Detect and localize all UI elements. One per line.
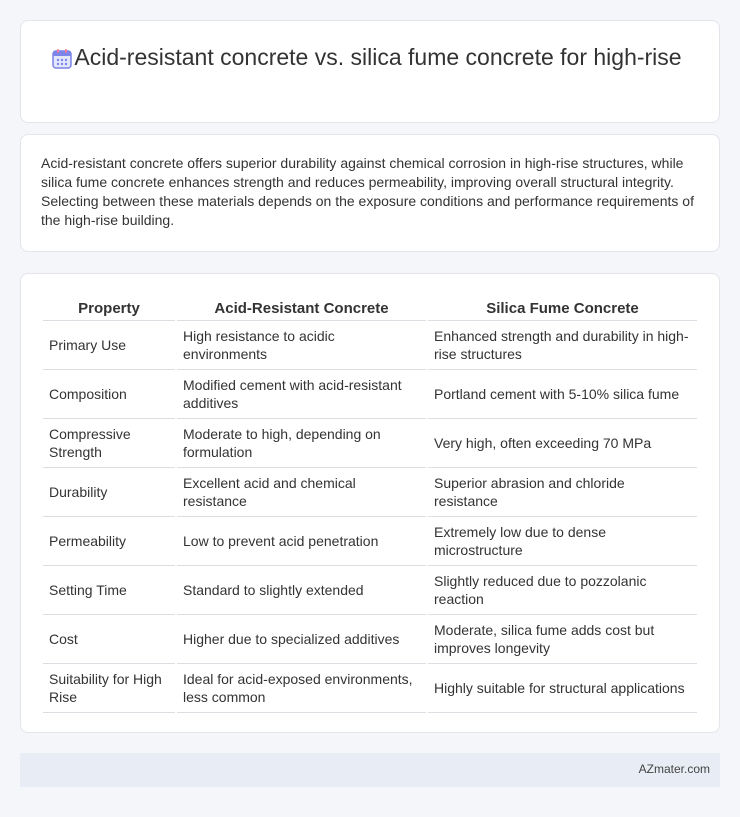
property-cell: Primary Use	[43, 321, 175, 370]
column-header-acid-resistant: Acid-Resistant Concrete	[177, 294, 426, 321]
acid-resistant-cell: Higher due to specialized additives	[177, 615, 426, 664]
silica-fume-cell: Very high, often exceeding 70 MPa	[428, 419, 697, 468]
footer-bar	[20, 753, 720, 787]
acid-resistant-cell: Low to prevent acid penetration	[177, 517, 426, 566]
property-cell: Durability	[43, 468, 175, 517]
title-row	[21, 43, 719, 72]
property-cell: Compressive Strength	[43, 419, 175, 468]
table-row	[43, 664, 697, 713]
footer-site-link[interactable]: AZmater.com	[638, 762, 710, 776]
table-row	[43, 419, 697, 468]
intro-card	[20, 134, 720, 252]
property-cell: Suitability for High Rise	[43, 664, 175, 713]
acid-resistant-cell: Moderate to high, depending on formulation	[177, 419, 426, 468]
silica-fume-cell: Slightly reduced due to pozzolanic reaction	[428, 566, 697, 615]
property-cell: Permeability	[43, 517, 175, 566]
property-cell: Setting Time	[43, 566, 175, 615]
acid-resistant-cell: Modified cement with acid-resistant additives	[177, 370, 426, 419]
silica-fume-cell: Highly suitable for structural applications	[428, 664, 697, 713]
calendar-icon	[51, 48, 73, 70]
comparison-card	[20, 273, 720, 733]
property-cell: Composition	[43, 370, 175, 419]
comparison-table	[41, 294, 699, 713]
column-header-property: Property	[43, 294, 175, 321]
intro-paragraph: Acid-resistant concrete offers superior durability against chemical corrosion in high-rise structures, while silica fume concrete enhances strength and reduces permeability, improving overall structural integrity. Selecting between these materials depends on the exposure conditions and performance requirements of the high-rise building.	[41, 155, 694, 228]
silica-fume-cell: Portland cement with 5-10% silica fume	[428, 370, 697, 419]
table-header-row	[43, 294, 697, 321]
acid-resistant-cell: Standard to slightly extended	[177, 566, 426, 615]
table-row	[43, 615, 697, 664]
table-row	[43, 517, 697, 566]
table-row	[43, 321, 697, 370]
table-row	[43, 370, 697, 419]
acid-resistant-cell: Excellent acid and chemical resistance	[177, 468, 426, 517]
table-row	[43, 566, 697, 615]
silica-fume-cell: Enhanced strength and durability in high-rise structures	[428, 321, 697, 370]
acid-resistant-cell: High resistance to acidic environments	[177, 321, 426, 370]
column-header-silica-fume: Silica Fume Concrete	[428, 294, 697, 321]
title-card	[20, 20, 720, 123]
silica-fume-cell: Moderate, silica fume adds cost but improves longevity	[428, 615, 697, 664]
silica-fume-cell: Superior abrasion and chloride resistance	[428, 468, 697, 517]
property-cell: Cost	[43, 615, 175, 664]
acid-resistant-cell: Ideal for acid-exposed environments, less common	[177, 664, 426, 713]
page-title: Acid-resistant concrete vs. silica fume concrete for high-rise	[74, 44, 682, 70]
table-row	[43, 468, 697, 517]
silica-fume-cell: Extremely low due to dense microstructure	[428, 517, 697, 566]
